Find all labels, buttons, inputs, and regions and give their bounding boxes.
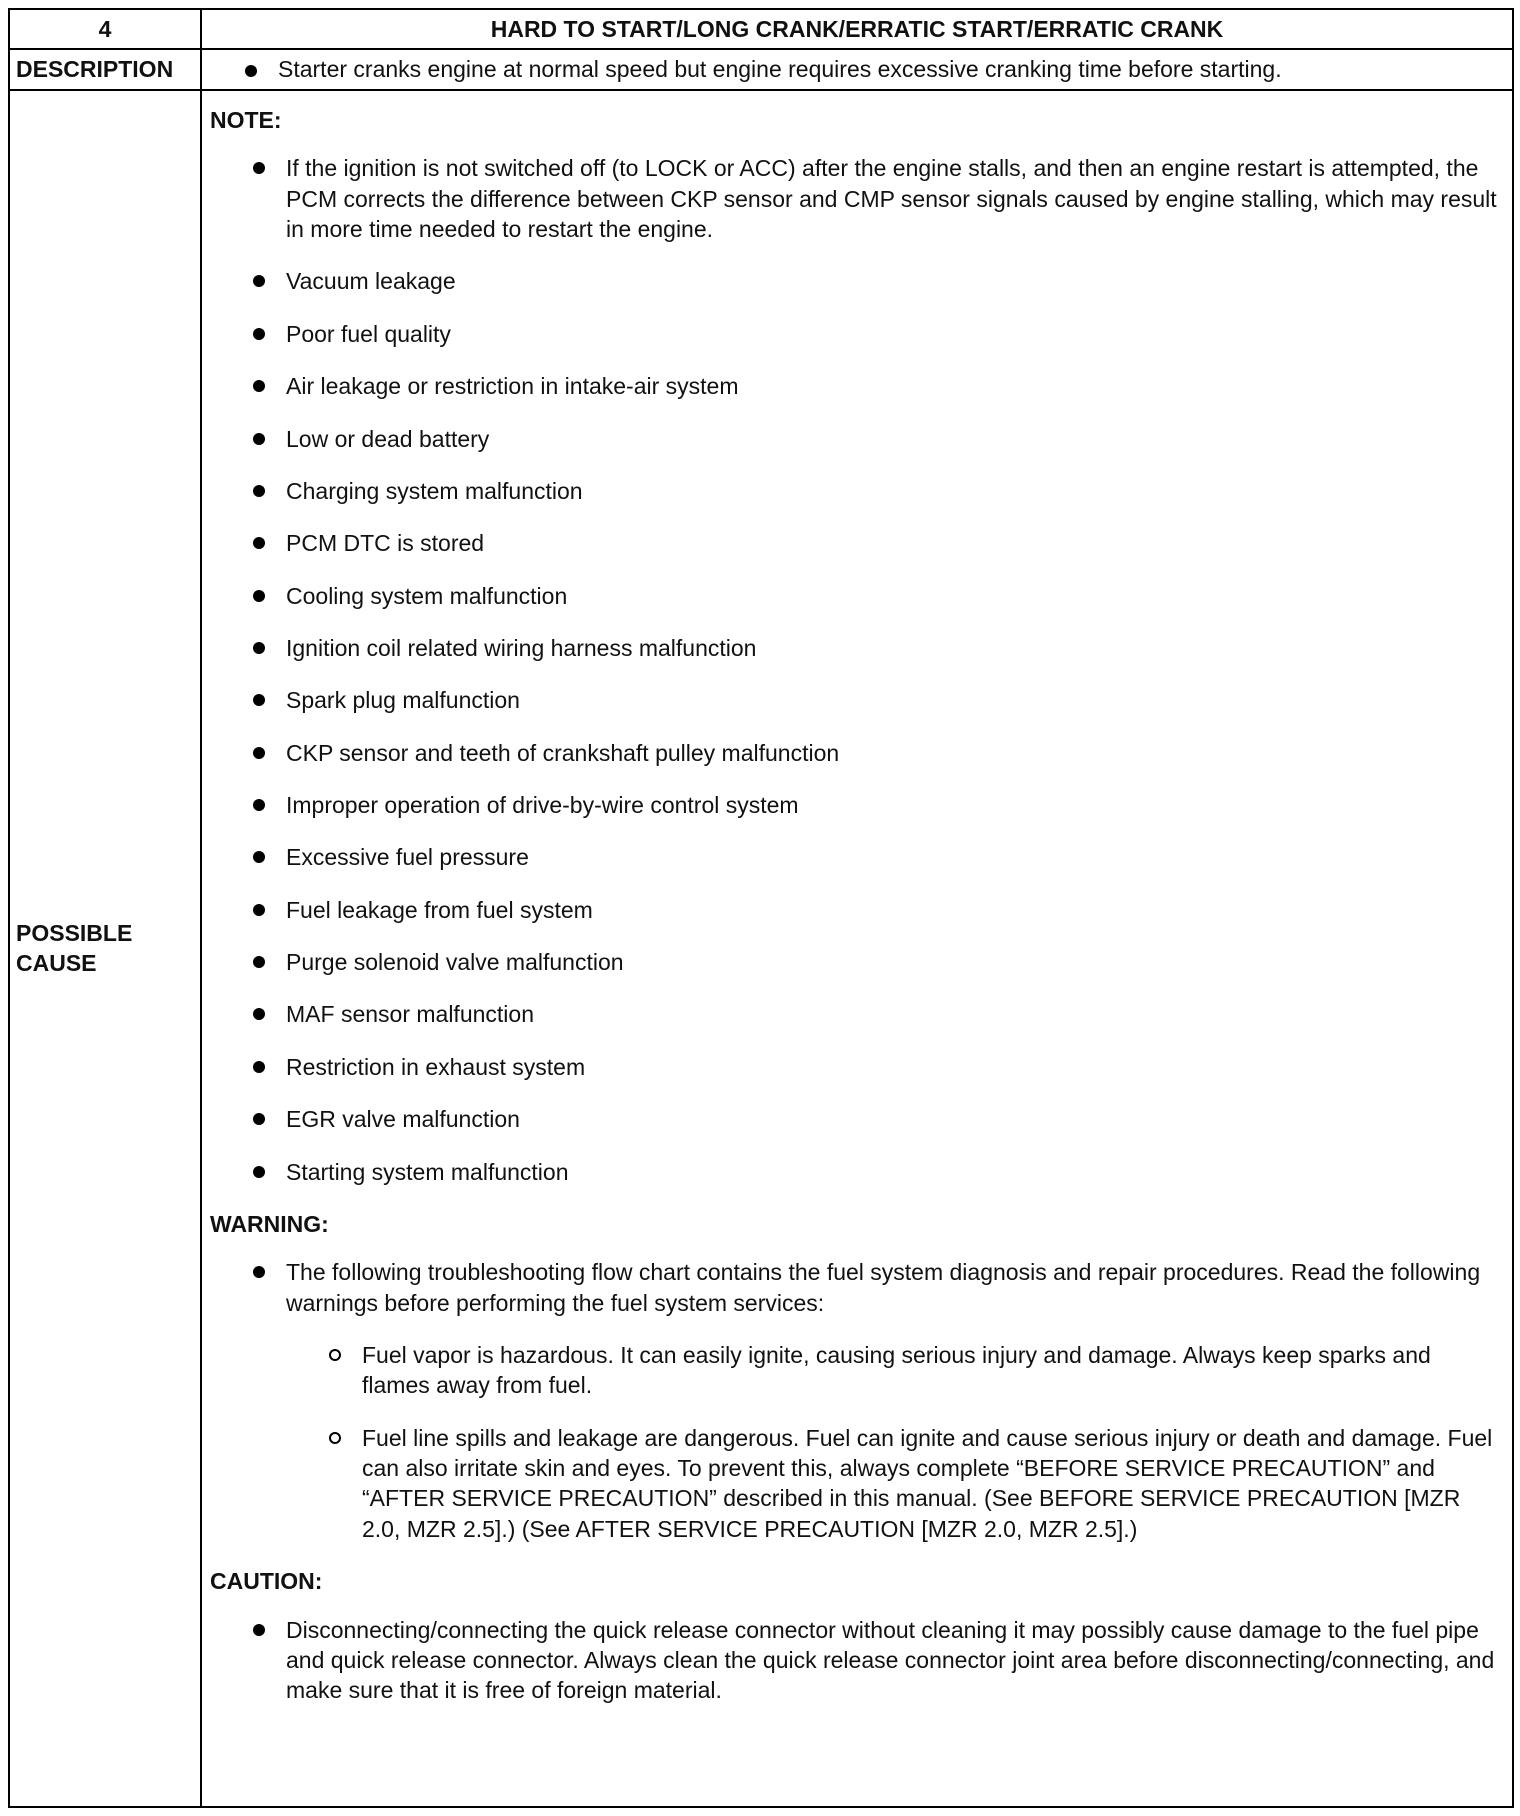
note-item: Excessive fuel pressure (210, 842, 1498, 872)
note-item: EGR valve malfunction (210, 1104, 1498, 1134)
note-item: Ignition coil related wiring harness malfunction (210, 633, 1498, 663)
note-item: Spark plug malfunction (210, 685, 1498, 715)
note-item: PCM DTC is stored (210, 528, 1498, 558)
possible-cause-label-line2: CAUSE (16, 949, 97, 976)
symptom-title: HARD TO START/LONG CRANK/ERRATIC START/ERRATIC CRANK (490, 15, 1224, 42)
description-label: DESCRIPTION (16, 56, 174, 82)
symptom-number: 4 (98, 15, 112, 42)
note-heading: NOTE: (210, 107, 282, 133)
possible-cause-label (10, 91, 200, 1806)
possible-cause-cell (202, 91, 1512, 1806)
description-cell (202, 50, 1512, 89)
description-text: Starter cranks engine at normal speed but engine requires excessive cranking time before starting. (202, 56, 1282, 83)
note-item: Starting system malfunction (210, 1157, 1498, 1187)
caution-item: Disconnecting/connecting the quick release connector without cleaning it may possibly cause damage to the fuel pipe and quick release connector. Always clean the quick release connector joint area before disconnecting/connecting, and make sure that it is free of foreign material. (210, 1615, 1498, 1706)
note-item: Fuel leakage from fuel system (210, 895, 1498, 925)
note-item: Purge solenoid valve malfunction (210, 947, 1498, 977)
note-item: Poor fuel quality (210, 319, 1498, 349)
note-item: Vacuum leakage (210, 266, 1498, 296)
warning-subitem: Fuel line spills and leakage are dangerous. Fuel can ignite and cause serious injury or death and damage. Fuel can also irritate skin and eyes. To prevent this, always complete “BEFORE SERVICE PRECAUTION” and “AFTER SERVICE PRECAUTION” described in this manual. (See BEFORE SERVICE PRECAUTION [MZR 2.0, MZR 2.5].) (See AFTER SERVICE PRECAUTION [MZR 2.0, MZR 2.5].) (286, 1423, 1498, 1544)
warning-list (210, 1257, 1498, 1544)
warning-heading: WARNING: (210, 1210, 329, 1237)
caution-list (210, 1615, 1498, 1706)
note-item: Improper operation of drive-by-wire control system (210, 790, 1498, 820)
caution-heading: CAUTION: (210, 1568, 323, 1595)
note-item: Cooling system malfunction (210, 581, 1498, 611)
note-item: Restriction in exhaust system (210, 1052, 1498, 1082)
note-item: Low or dead battery (210, 424, 1498, 454)
note-list (210, 153, 1498, 1187)
note-item: Air leakage or restriction in intake-air system (210, 371, 1498, 401)
note-item: MAF sensor malfunction (210, 999, 1498, 1029)
warning-subitem: Fuel vapor is hazardous. It can easily ignite, causing serious injury and damage. Always keep sparks and flames away from fuel. (286, 1340, 1498, 1401)
warning-item (210, 1257, 1498, 1544)
warning-sublist (286, 1340, 1498, 1544)
note-item: If the ignition is not switched off (to LOCK or ACC) after the engine stalls, and then an engine restart is attempted, the PCM corrects the difference between CKP sensor and CMP sensor signals caused by engine stalling, which may result in more time needed to restart the engine. (210, 153, 1498, 244)
possible-cause-label-line1: POSSIBLE (16, 919, 133, 946)
note-item: CKP sensor and teeth of crankshaft pulley malfunction (210, 738, 1498, 768)
troubleshooting-table (8, 8, 1514, 1808)
warning-item-text: The following troubleshooting flow chart contains the fuel system diagnosis and repair procedures. Read the following warnings before performing the fuel system services: (286, 1259, 1481, 1316)
note-item: Charging system malfunction (210, 476, 1498, 506)
